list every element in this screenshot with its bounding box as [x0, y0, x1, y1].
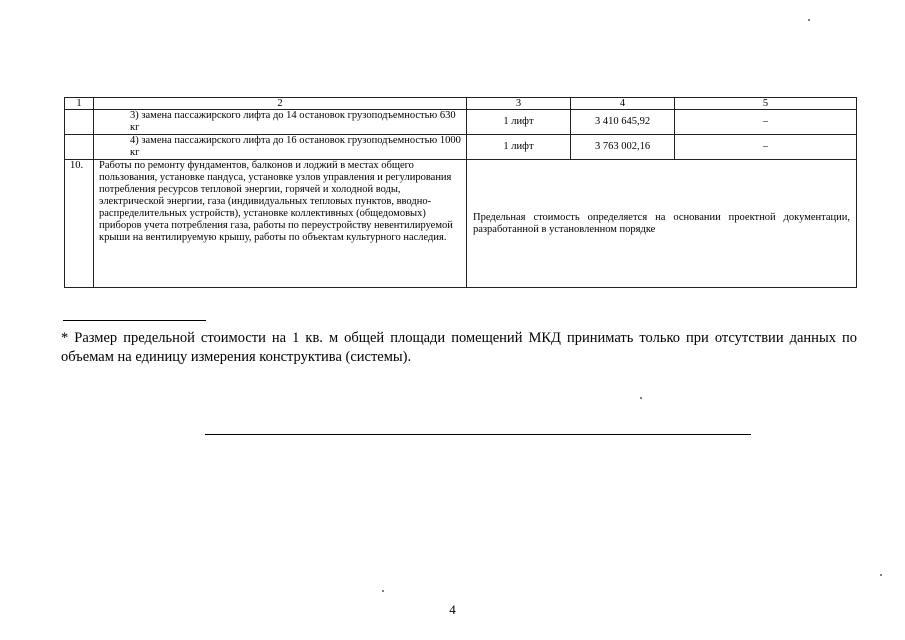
row-description: 4) замена пассажирского лифта до 16 остановок грузоподъемностью 1000 кг [94, 135, 467, 160]
page-number: 4 [449, 602, 456, 617]
header-cell-1: 1 [65, 98, 94, 110]
scan-speck [880, 574, 882, 576]
footnote-text: * Размер предельной стоимости на 1 кв. м общей площади помещений МКД принимать только при отсутствии данных по объемам на единицу измерения конструктива (системы). [61, 330, 857, 365]
header-cell-4: 4 [571, 98, 675, 110]
cost-table [64, 97, 857, 288]
merged-note-cell: Предельная стоимость определяется на основании проектной документации, разработанной в установленном порядке [467, 160, 857, 288]
row-cost: 3 763 002,16 [571, 135, 675, 160]
row-description: Работы по ремонту фундаментов, балконов и лоджий в местах общего пользования, установке пандуса, установке узлов управления и регулирования потребления ресурсов тепловой энергии, горячей и холодной воды, электрической энергии, газа (индивидуальных тепловых пунктов, вводно-распределительных устройств), установке коллективных (общедомовых) приборов учета потребления газа, работы по переустройству невентилируемой крыши на вентилируемую крышу, работы по объектам культурного наследия. [94, 160, 467, 288]
table-header-row [65, 98, 857, 110]
row-unit: 1 лифт [467, 110, 571, 135]
scan-speck [382, 590, 384, 592]
row-number: 10. [65, 160, 94, 288]
table-row [65, 110, 857, 135]
scan-speck [640, 397, 642, 399]
row-number [65, 135, 94, 160]
footnote-separator [63, 320, 206, 321]
row-note: – [675, 135, 857, 160]
header-cell-2: 2 [94, 98, 467, 110]
row-cost: 3 410 645,92 [571, 110, 675, 135]
table-row [65, 160, 857, 288]
table-row [65, 135, 857, 160]
row-description: 3) замена пассажирского лифта до 14 остановок грузоподъемностью 630 кг [94, 110, 467, 135]
header-cell-5: 5 [675, 98, 857, 110]
row-note: – [675, 110, 857, 135]
header-cell-3: 3 [467, 98, 571, 110]
end-rule [205, 434, 751, 435]
scan-speck [808, 19, 810, 21]
row-number [65, 110, 94, 135]
row-unit: 1 лифт [467, 135, 571, 160]
